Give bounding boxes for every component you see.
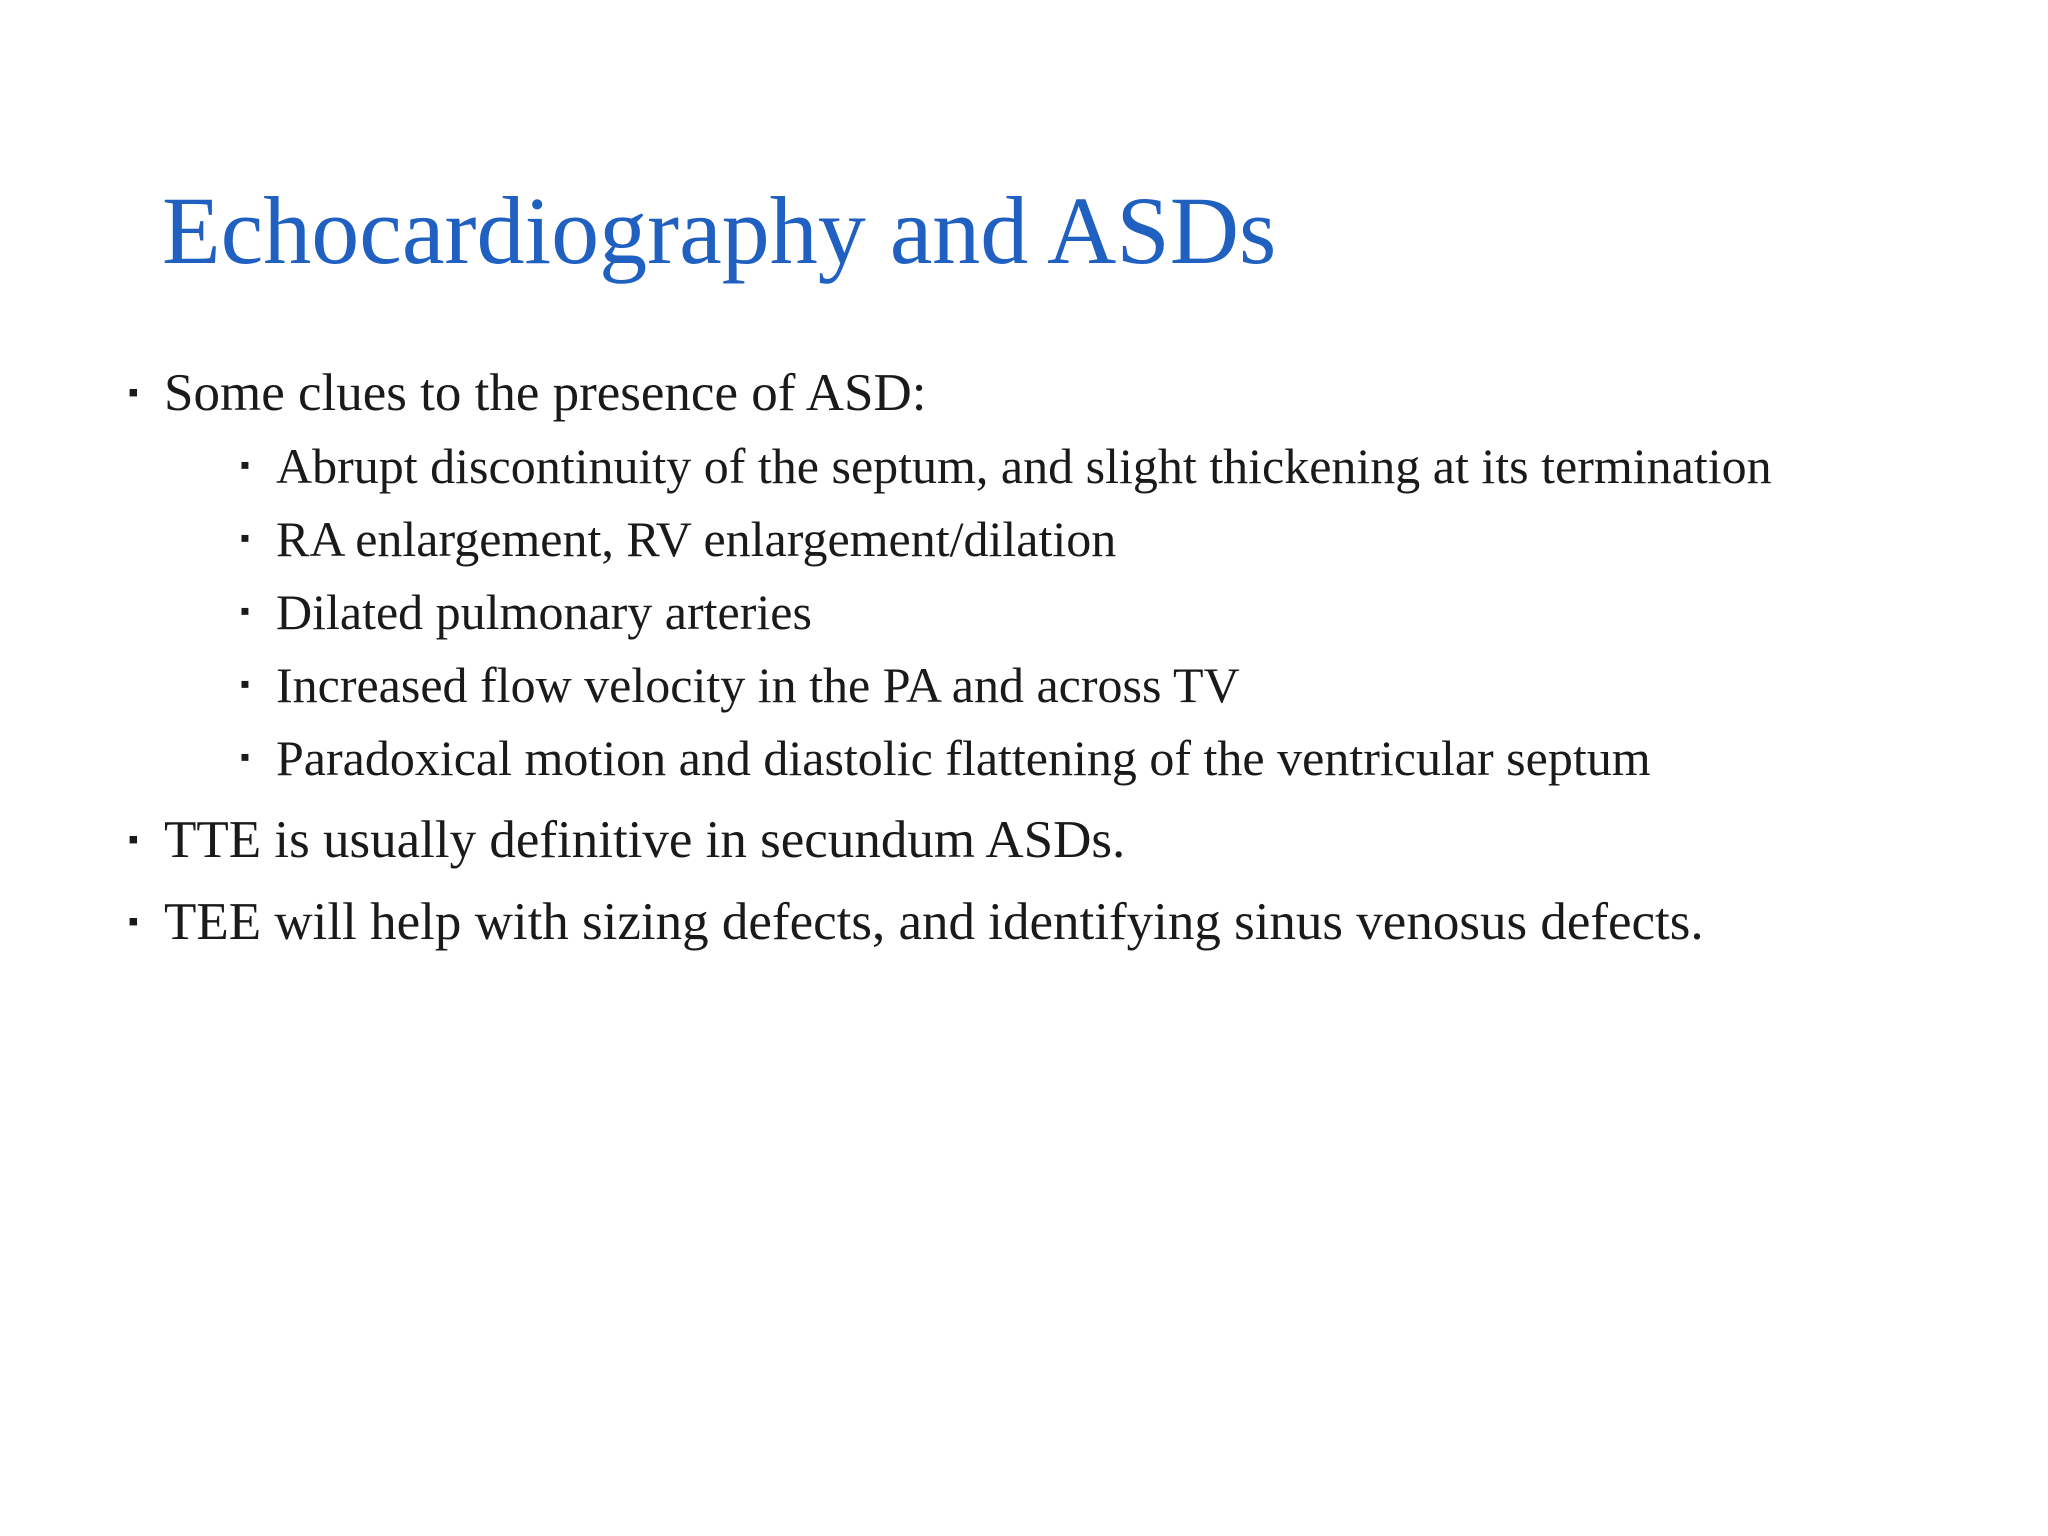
bullet-item — [128, 360, 1928, 791]
bullet-text: TEE will help with sizing defects, and identifying sinus venosus defects. — [164, 893, 1704, 951]
sub-bullet-item: ▪ RA enlargement, RV enlargement/dilation — [240, 506, 1836, 572]
bullet-text: Some clues to the presence of ASD: — [164, 364, 927, 422]
sub-bullet-item: ▪ Dilated pulmonary arteries — [240, 579, 1836, 645]
sub-bullet-item: ▪ Abrupt discontinuity of the septum, and slight thickening at its termination — [240, 433, 1836, 499]
bullet-list — [128, 360, 1928, 955]
sub-bullet-list — [164, 433, 1928, 791]
bullet-text: TTE is usually definitive in secundum ASDs. — [164, 811, 1126, 869]
bullet-item — [128, 889, 1928, 955]
sub-bullet-item: ▪ Paradoxical motion and diastolic flattening of the ventricular septum — [240, 725, 1836, 791]
slide-title: Echocardiography and ASDs — [162, 177, 1277, 284]
sub-bullet-item: ▪ Increased flow velocity in the PA and across TV — [240, 652, 1836, 718]
bullet-item — [128, 807, 1928, 873]
